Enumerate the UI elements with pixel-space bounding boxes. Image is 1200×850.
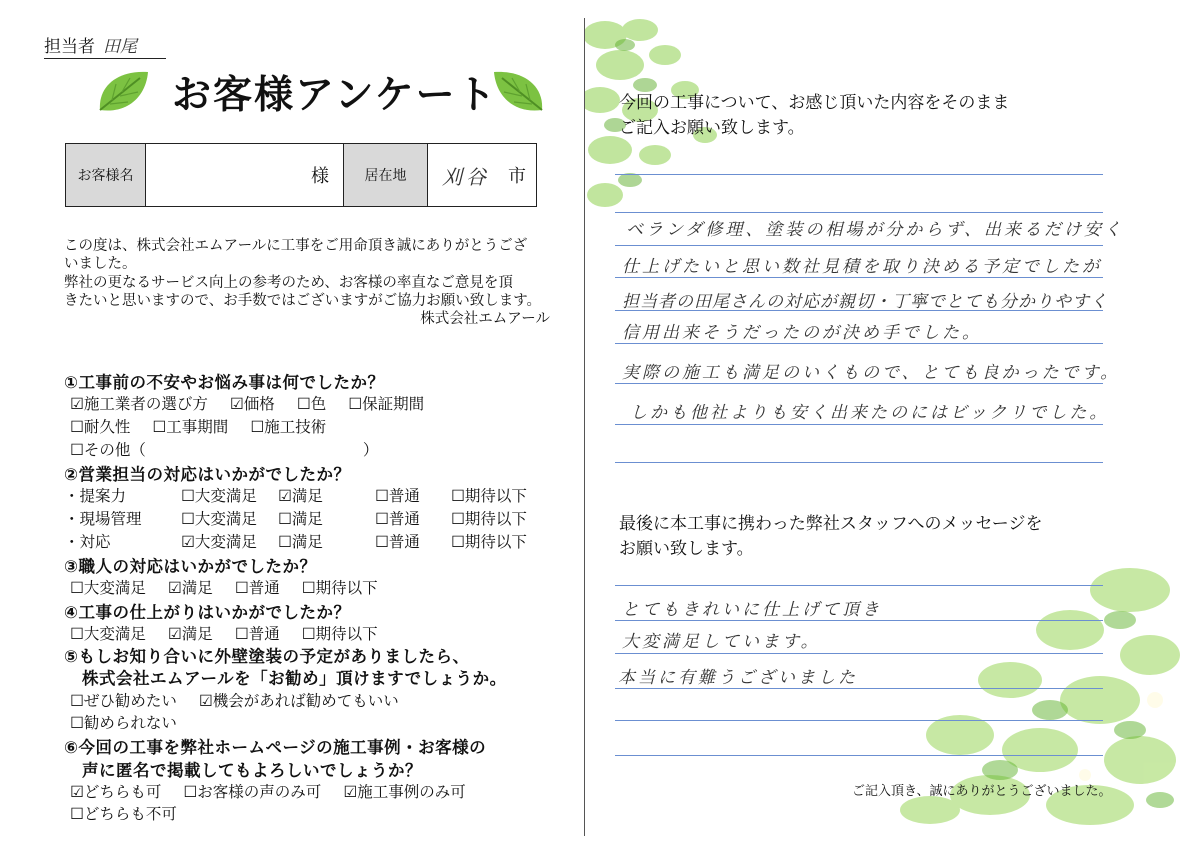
writing-rule (615, 174, 1103, 175)
customer-info-table (65, 143, 537, 207)
q6-options (70, 802, 199, 824)
customer-name-field[interactable] (146, 144, 344, 206)
checkbox-option[interactable]: ☐普通 (234, 625, 280, 643)
handwritten-line: 仕上げたいと思い数社見積を取り決める予定でしたが (622, 257, 1102, 277)
checkbox-option[interactable]: ☐期待以下 (451, 487, 527, 505)
handwritten-line: 本当に有難うございました (618, 668, 858, 688)
checkbox-option[interactable]: ☐施工技術 (250, 418, 327, 436)
writing-rule (615, 688, 1103, 689)
writing-rule (615, 653, 1103, 654)
checkbox-option[interactable]: ☐工事期間 (152, 418, 229, 436)
q1-options (70, 392, 446, 414)
checkbox-option[interactable]: ☑価格 (229, 395, 275, 413)
handwritten-line: ベランダ修理、塗装の相場が分からず、出来るだけ安く (626, 220, 1124, 240)
writing-rule (615, 585, 1103, 586)
intro-text (64, 237, 554, 328)
intro-line: いました。 (64, 256, 137, 273)
writing-rule (615, 383, 1103, 384)
q6-options (70, 780, 488, 802)
checkbox-option[interactable]: ☐保証期間 (348, 395, 425, 413)
staff-label: 担当者 (44, 37, 95, 57)
question-3: ③職人の対応はいかがでしたか？ (64, 557, 317, 576)
intro-line: きたいと思いますので、お手数ではございますがご協力お願い致します。 (64, 292, 542, 309)
writing-rule (615, 424, 1103, 425)
checkbox-option[interactable]: ☐期待以下 (451, 533, 527, 551)
q2-row (64, 484, 548, 506)
handwritten-line: 信用出来そうだったのが決め手でした。 (622, 323, 982, 343)
writing-rule (615, 462, 1103, 463)
checkbox-option[interactable]: ☐満足 (278, 533, 323, 551)
question-5-cont: 株式会社エムアールを「お勧め」頂けますでしょうか。 (82, 669, 507, 688)
q4-options (70, 622, 400, 644)
checkbox-option[interactable]: ☐勧められない (70, 714, 177, 732)
q5-options (70, 711, 199, 733)
handwritten-line: しかも他社よりも安く出来たのにはビックリでした。 (630, 403, 1110, 423)
handwritten-line: 実際の施工も満足のいくもので、とても良かったです。 (622, 363, 1121, 383)
staff-name: 田尾 (103, 37, 137, 57)
writing-rule (615, 720, 1103, 721)
thanks-footer: ご記入頂き、誠にありがとうございました。 (852, 784, 1112, 799)
checkbox-option[interactable]: ☐普通 (375, 510, 420, 528)
company-signature: 株式会社エムアール (420, 311, 550, 328)
checkbox-option[interactable]: ☐期待以下 (301, 579, 378, 597)
question-4: ④工事の仕上がりはいかがでしたか？ (64, 603, 351, 622)
message-prompt (619, 512, 1042, 562)
checkbox-option[interactable]: ☐普通 (375, 533, 420, 551)
checkbox-option[interactable]: ☐どちらも不可 (70, 805, 177, 823)
question-6-cont: 声に匿名で掲載してもよろしいでしょうか？ (82, 761, 422, 780)
q2-row (64, 530, 548, 552)
q1-options (70, 415, 348, 437)
writing-rule (615, 755, 1103, 756)
writing-rule (615, 245, 1103, 246)
question-5: ⑤もしお知り合いに外壁塗装の予定がありましたら、 (64, 647, 470, 666)
checkbox-option[interactable]: ☑どちらも可 (70, 783, 162, 801)
row-label: ・提案力 (64, 487, 127, 505)
writing-rule (615, 343, 1103, 344)
question-1: ①工事前の不安やお悩み事は何でしたか？ (64, 373, 385, 392)
checkbox-option[interactable]: ☐色 (296, 395, 327, 413)
leaf-icon (490, 66, 548, 116)
residence-field[interactable] (428, 144, 536, 206)
checkbox-option[interactable]: ☐ぜひ勧めたい (70, 692, 177, 710)
checkbox-option[interactable]: ☐耐久性 (70, 418, 131, 436)
checkbox-option[interactable]: ☑大変満足 (181, 533, 257, 551)
checkbox-option[interactable]: ☑機会があれば勧めてもいい (198, 692, 399, 710)
handwritten-line: 担当者の田尾さんの対応が親切・丁寧でとても分かりやすく (622, 292, 1108, 312)
intro-line: 弊社の更なるサービス向上の参考のため、お客様の率直なご意見を頂 (64, 274, 513, 291)
intro-line: この度は、株式会社エムアールに工事をご用命頂き誠にありがとうござ (64, 238, 528, 254)
checkbox-option[interactable]: ☑満足 (278, 487, 323, 505)
prompt-line: 今回の工事について、お感じ頂いた内容をそのまま (619, 93, 1010, 113)
question-2: ②営業担当の対応はいかがでしたか？ (64, 465, 351, 484)
writing-rule (615, 277, 1103, 278)
checkbox-option[interactable]: ☐期待以下 (451, 510, 527, 528)
row-label: ・対応 (64, 533, 111, 551)
checkbox-option[interactable]: ☐大変満足 (70, 579, 146, 597)
handwritten-line: とてもきれいに仕上げて頂き (622, 600, 882, 620)
checkbox-option[interactable]: ☑満足 (167, 579, 213, 597)
row-label: ・現場管理 (64, 510, 142, 528)
residence-suffix: 市 (508, 166, 526, 187)
handwritten-line: 大変満足しています。 (622, 632, 821, 652)
q2-row (64, 507, 548, 529)
checkbox-option[interactable]: ☐期待以下 (301, 625, 378, 643)
impressions-prompt (619, 91, 1009, 141)
leaf-icon (94, 66, 152, 116)
checkbox-option[interactable]: ☐普通 (375, 487, 420, 505)
customer-name-label: お客様名 (66, 144, 146, 206)
checkbox-option[interactable]: ☐大変満足 (181, 510, 257, 528)
checkbox-option[interactable]: ☑施工業者の選び方 (70, 395, 208, 413)
checkbox-option[interactable]: ☐大変満足 (181, 487, 257, 505)
staff-field (44, 32, 166, 59)
checkbox-option-other[interactable]: ☐その他（ ） (70, 441, 379, 459)
checkbox-option[interactable]: ☐大変満足 (70, 625, 146, 643)
checkbox-option[interactable]: ☐お客様の声のみ可 (183, 783, 322, 801)
writing-rule (615, 212, 1103, 213)
question-6: ⑥今回の工事を弊社ホームページの施工事例・お客様の (64, 738, 487, 757)
checkbox-option[interactable]: ☐普通 (234, 579, 280, 597)
checkbox-option[interactable]: ☑満足 (167, 625, 213, 643)
prompt-line: 最後に本工事に携わった弊社スタッフへのメッセージを (619, 514, 1043, 534)
checkbox-option[interactable]: ☑施工事例のみ可 (343, 783, 466, 801)
residence-label: 居在地 (344, 144, 428, 206)
checkbox-option[interactable]: ☐満足 (278, 510, 323, 528)
q5-options (70, 689, 421, 711)
prompt-line: お願い致します。 (619, 539, 754, 559)
name-suffix: 様 (311, 166, 329, 187)
prompt-line: ご記入お願い致します。 (619, 118, 805, 138)
q1-other (70, 438, 400, 460)
residence-value: 刈谷 (442, 164, 490, 189)
page-title: お客様アンケート (172, 73, 498, 118)
writing-rule (615, 620, 1103, 621)
q3-options (70, 576, 400, 598)
